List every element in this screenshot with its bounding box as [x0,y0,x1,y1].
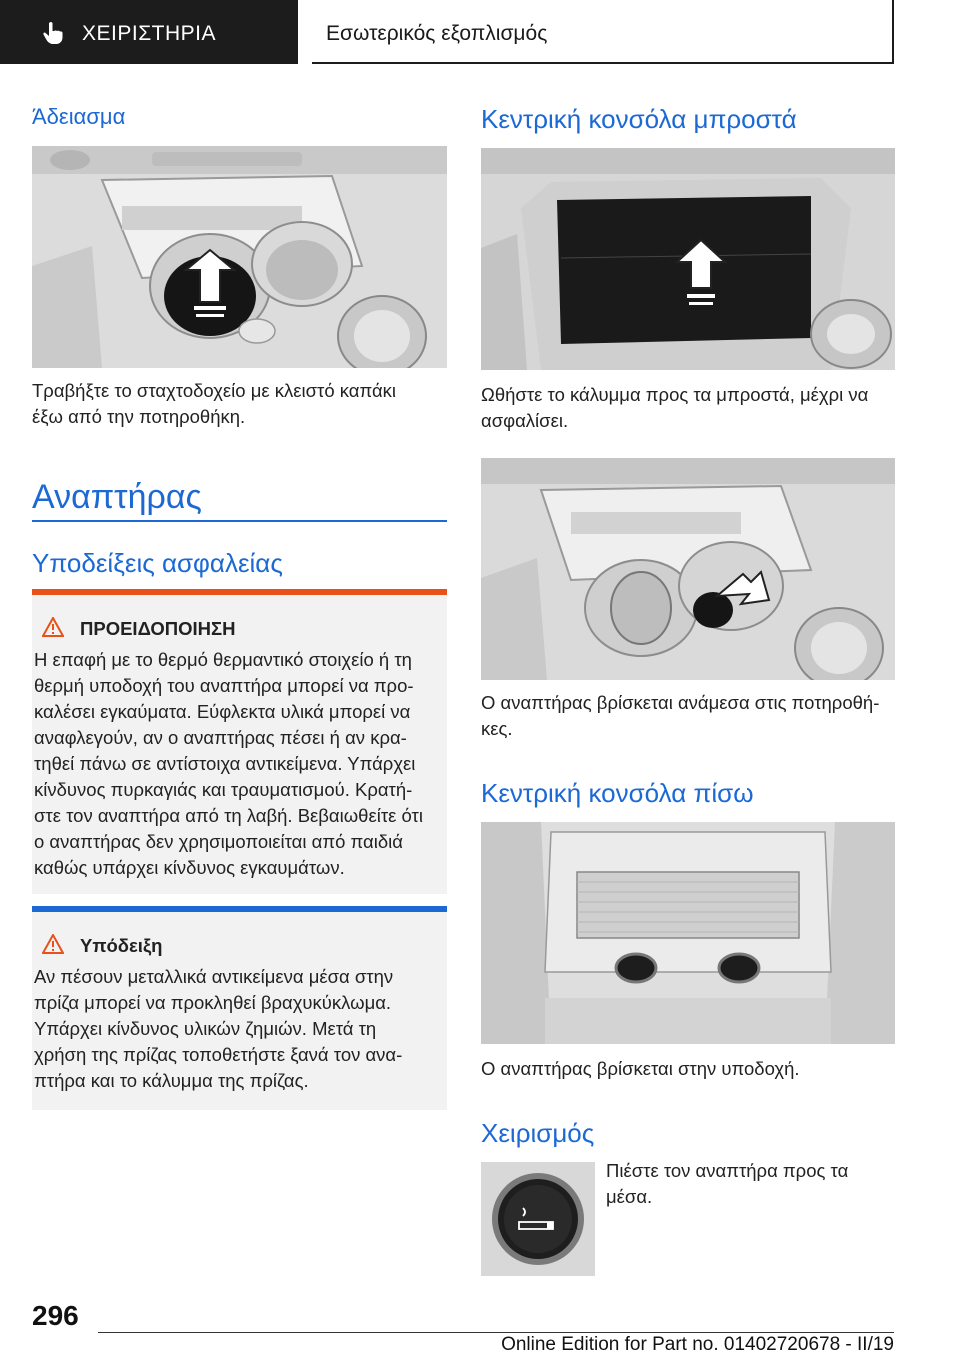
lighter-location-photo [481,458,895,680]
warning-box [32,589,447,894]
rear-console-text: Ο αναπτήρας βρίσκεται στην υποδοχή. [481,1058,800,1079]
emptying-line-2: έξω από την ποτηροθήκη. [32,406,246,427]
warning-line: καλέσει εγκαύματα. Εύφλεκτα υλικά μπορεί να [34,701,411,722]
front-console-photo [481,148,895,370]
note-line: Αν πέσουν μεταλλικά αντικείμενα μέσα στην [34,966,394,987]
lighter-location-line-1: Ο αναπτήρας βρίσκεται ανάμεσα στις ποτηροθή‐ [481,692,880,713]
operation-line-1: Πιέστε τον αναπτήρα προς τα [606,1160,849,1181]
front-console-heading: Κεντρική κονσόλα μπροστά [481,104,797,134]
warning-triangle-icon [42,617,64,637]
front-line-1: Ωθήστε το κάλυμμα προς τα μπροστά, μέχρι να [481,384,869,405]
lighter-location-text [481,690,901,742]
safety-heading: Υποδείξεις ασφαλείας [32,548,283,578]
header-manual-tab [0,0,298,64]
note-bar [32,906,447,912]
lighter-heading: Αναπτήρας [32,478,202,516]
rear-console-photo [481,822,895,1044]
edition-text: Online Edition for Part no. 01402720678 - II/19 [501,1334,894,1355]
note-text [34,964,446,1094]
warning-title: ΠΡΟΕΙΔΟΠΟΙΗΣΗ [80,618,236,639]
header-section [312,0,894,64]
operation-heading: Χειρισμός [481,1118,595,1148]
note-line: πρίζα μπορεί να προκληθεί βραχυκύκλωμα. [34,992,392,1013]
note-box [32,906,447,1110]
warning-line: ο αναπτήρας δεν χρησιμοποιείται από παιδιά [34,831,403,852]
note-triangle-icon [42,934,64,954]
emptying-heading: Άδειασμα [32,104,126,129]
manual-label: ΧΕΙΡΙΣΤΗΡΙΑ [82,22,217,45]
emptying-line-1: Τραβήξτε το σταχτοδοχείο με κλειστό καπάκι [32,380,397,401]
lighter-location-line-2: κες. [481,718,513,739]
warning-line: κίνδυνος πυρκαγιάς και τραυματισμού. Κρατή‐ [34,779,413,800]
section-title: Εσωτερικός εξοπλισμός [326,22,548,45]
heading-rule [32,520,447,522]
emptying-text [32,378,452,430]
warning-text [34,647,446,881]
warning-bar [32,589,447,595]
operation-line-2: μέσα. [606,1186,653,1207]
warning-line: τηθεί πάνω σε αντίστοιχα αντικείμενα. Υπάρχει [34,753,416,774]
warning-line: Η επαφή με το θερμό θερμαντικό στοιχείο ή τη [34,649,412,670]
operation-text [606,1158,896,1210]
warning-line: αναφλεγούν, αν ο αναπτήρας πέσει ή αν κρα‐ [34,727,407,748]
page-number: 296 [32,1300,79,1331]
warning-line: στε τον αναπτήρα από τη λαβή. Βεβαιωθείτε ότι [34,805,423,826]
warning-line: θερμή υποδοχή του αναπτήρα μπορεί να προ‐ [34,675,414,696]
hand-pointer-icon [40,20,66,46]
note-line: Υπάρχει κίνδυνος υλικών ζημιών. Μετά τη [34,1018,377,1039]
rear-console-heading: Κεντρική κονσόλα πίσω [481,778,754,808]
ashtray-photo [32,146,447,368]
front-console-text [481,382,901,434]
warning-line: καθώς υπάρχει κίνδυνος εγκαυμάτων. [34,857,345,878]
footer-rule [98,1332,894,1333]
front-line-2: ασφαλίσει. [481,410,569,431]
note-line: πτήρα και το κάλυμμα της πρίζας. [34,1070,309,1091]
note-title: Υπόδειξη [80,935,163,956]
note-line: χρήση της πρίζας τοποθετήστε ξανά τον ανα‐ [34,1044,403,1065]
lighter-button-photo [481,1162,595,1276]
